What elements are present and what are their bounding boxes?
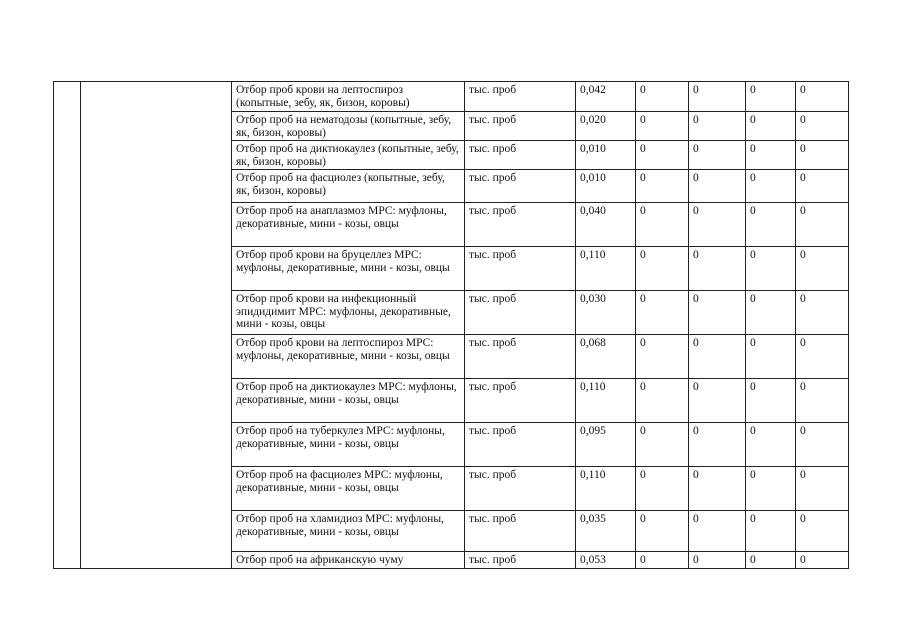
value-cell-1: 0 xyxy=(636,247,689,291)
volume-cell: 0,020 xyxy=(576,112,636,141)
volume-cell: 0,040 xyxy=(576,203,636,247)
value-cell-4: 0 xyxy=(796,291,849,335)
sample-name-cell: Отбор проб на нематодозы (копытные, зебу, як, бизон, коровы) xyxy=(232,112,465,141)
value-cell-1: 0 xyxy=(636,291,689,335)
table-row xyxy=(54,82,849,112)
sample-name-cell: Отбор проб на африканскую чуму xyxy=(232,552,465,569)
unit-cell: тыс. проб xyxy=(465,467,576,511)
value-cell-2: 0 xyxy=(689,141,746,170)
volume-cell: 0,042 xyxy=(576,82,636,112)
sample-name-cell: Отбор проб на диктиокаулез (копытные, зебу, як, бизон, коровы) xyxy=(232,141,465,170)
value-cell-2: 0 xyxy=(689,291,746,335)
unit-cell: тыс. проб xyxy=(465,423,576,467)
value-cell-3: 0 xyxy=(746,423,796,467)
value-cell-2: 0 xyxy=(689,170,746,203)
volume-cell: 0,110 xyxy=(576,467,636,511)
value-cell-3: 0 xyxy=(746,291,796,335)
value-cell-4: 0 xyxy=(796,379,849,423)
value-cell-4: 0 xyxy=(796,82,849,112)
sample-name-cell: Отбор проб крови на инфекционный эпидидимит МРС: муфлоны, декоративные, мини - козы, овцы xyxy=(232,291,465,335)
sampling-table xyxy=(53,81,849,569)
unit-cell: тыс. проб xyxy=(465,112,576,141)
value-cell-1: 0 xyxy=(636,511,689,552)
unit-cell: тыс. проб xyxy=(465,170,576,203)
value-cell-1: 0 xyxy=(636,423,689,467)
value-cell-4: 0 xyxy=(796,112,849,141)
value-cell-2: 0 xyxy=(689,82,746,112)
volume-cell: 0,035 xyxy=(576,511,636,552)
value-cell-1: 0 xyxy=(636,552,689,569)
value-cell-4: 0 xyxy=(796,511,849,552)
value-cell-3: 0 xyxy=(746,141,796,170)
value-cell-1: 0 xyxy=(636,141,689,170)
volume-cell: 0,110 xyxy=(576,247,636,291)
value-cell-4: 0 xyxy=(796,247,849,291)
value-cell-2: 0 xyxy=(689,552,746,569)
value-cell-4: 0 xyxy=(796,203,849,247)
sample-name-cell: Отбор проб на фасциолез (копытные, зебу, як, бизон, коровы) xyxy=(232,170,465,203)
unit-cell: тыс. проб xyxy=(465,335,576,379)
volume-cell: 0,010 xyxy=(576,170,636,203)
value-cell-3: 0 xyxy=(746,203,796,247)
unit-cell: тыс. проб xyxy=(465,552,576,569)
sample-name-cell: Отбор проб на фасциолез МРС: муфлоны, декоративные, мини - козы, овцы xyxy=(232,467,465,511)
value-cell-1: 0 xyxy=(636,82,689,112)
value-cell-4: 0 xyxy=(796,467,849,511)
sample-name-cell: Отбор проб крови на лептоспироз (копытные, зебу, як, бизон, коровы) xyxy=(232,82,465,112)
value-cell-2: 0 xyxy=(689,467,746,511)
value-cell-3: 0 xyxy=(746,467,796,511)
value-cell-3: 0 xyxy=(746,335,796,379)
volume-cell: 0,095 xyxy=(576,423,636,467)
value-cell-1: 0 xyxy=(636,112,689,141)
volume-cell: 0,030 xyxy=(576,291,636,335)
sample-name-cell: Отбор проб на хламидиоз МРС: муфлоны, декоративные, мини - козы, овцы xyxy=(232,511,465,552)
value-cell-1: 0 xyxy=(636,467,689,511)
value-cell-4: 0 xyxy=(796,552,849,569)
volume-cell: 0,068 xyxy=(576,335,636,379)
value-cell-2: 0 xyxy=(689,247,746,291)
unit-cell: тыс. проб xyxy=(465,247,576,291)
unit-cell: тыс. проб xyxy=(465,291,576,335)
value-cell-4: 0 xyxy=(796,170,849,203)
index-column-cell xyxy=(54,82,81,569)
volume-cell: 0,110 xyxy=(576,379,636,423)
value-cell-4: 0 xyxy=(796,335,849,379)
value-cell-3: 0 xyxy=(746,112,796,141)
sample-name-cell: Отбор проб на туберкулез МРС: муфлоны, декоративные, мини - козы, овцы xyxy=(232,423,465,467)
value-cell-3: 0 xyxy=(746,379,796,423)
value-cell-2: 0 xyxy=(689,423,746,467)
value-cell-3: 0 xyxy=(746,247,796,291)
value-cell-3: 0 xyxy=(746,552,796,569)
value-cell-3: 0 xyxy=(746,170,796,203)
value-cell-2: 0 xyxy=(689,203,746,247)
volume-cell: 0,010 xyxy=(576,141,636,170)
unit-cell: тыс. проб xyxy=(465,511,576,552)
value-cell-4: 0 xyxy=(796,141,849,170)
sample-name-cell: Отбор проб на диктиокаулез МРС: муфлоны, декоративные, мини - козы, овцы xyxy=(232,379,465,423)
value-cell-1: 0 xyxy=(636,379,689,423)
value-cell-2: 0 xyxy=(689,335,746,379)
value-cell-3: 0 xyxy=(746,511,796,552)
value-cell-1: 0 xyxy=(636,335,689,379)
value-cell-2: 0 xyxy=(689,112,746,141)
section-column-cell xyxy=(81,82,232,569)
volume-cell: 0,053 xyxy=(576,552,636,569)
value-cell-4: 0 xyxy=(796,423,849,467)
value-cell-1: 0 xyxy=(636,203,689,247)
value-cell-2: 0 xyxy=(689,511,746,552)
sample-name-cell: Отбор проб на анаплазмоз МРС: муфлоны, декоративные, мини - козы, овцы xyxy=(232,203,465,247)
unit-cell: тыс. проб xyxy=(465,203,576,247)
sample-name-cell: Отбор проб крови на лептоспироз МРС: муфлоны, декоративные, мини - козы, овцы xyxy=(232,335,465,379)
value-cell-1: 0 xyxy=(636,170,689,203)
value-cell-3: 0 xyxy=(746,82,796,112)
value-cell-2: 0 xyxy=(689,379,746,423)
unit-cell: тыс. проб xyxy=(465,379,576,423)
sample-name-cell: Отбор проб крови на бруцеллез МРС: муфлоны, декоративные, мини - козы, овцы xyxy=(232,247,465,291)
unit-cell: тыс. проб xyxy=(465,82,576,112)
unit-cell: тыс. проб xyxy=(465,141,576,170)
